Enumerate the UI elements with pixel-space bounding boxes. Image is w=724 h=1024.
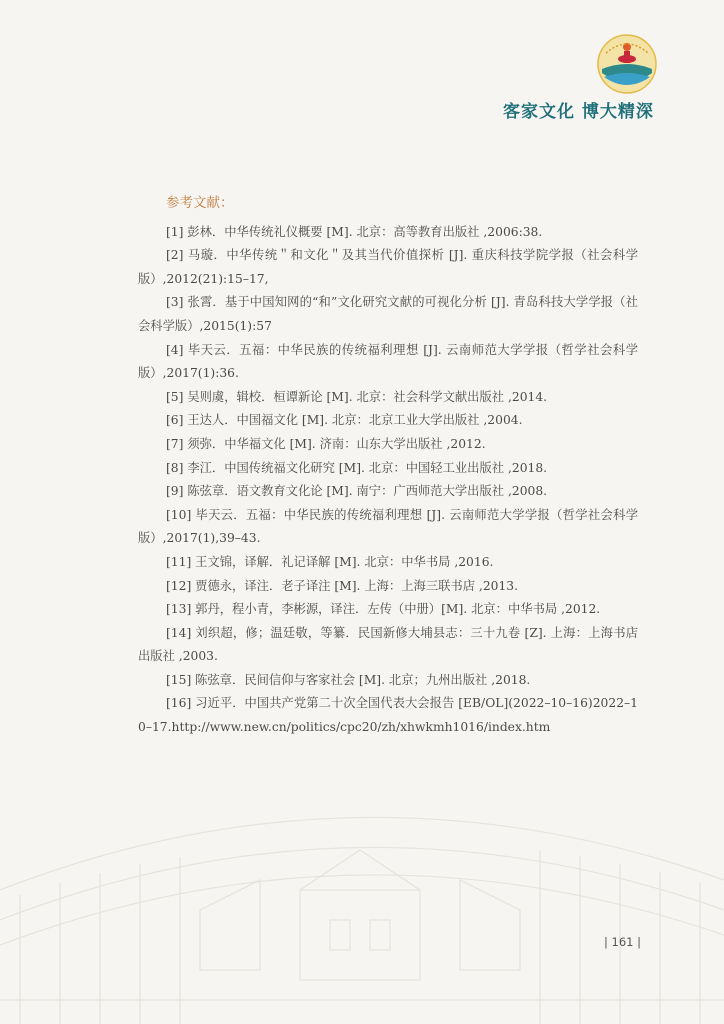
reference-item: [14] 刘织超，修；温廷敬，等纂．民国新修大埔县志：三十九卷 [Z]. 上海：上海书店出版社 ,2003. — [138, 625, 638, 664]
reference-item: [6] 王达人．中国福文化 [M]. 北京：北京工业大学出版社 ,2004. — [166, 413, 523, 428]
references-title: 参考文献： — [166, 195, 234, 211]
reference-item: [4] 毕天云．五福：中华民族的传统福利理想 [J]. 云南师范大学学报（哲学社会科学版）,2017(1):36. — [138, 342, 638, 381]
reference-item: [13] 郭丹，程小青，李彬源，译注．左传（中册）[M]. 北京：中华书局 ,2012. — [166, 602, 601, 617]
reference-item: [3] 张霄．基于中国知网的“和”文化研究文献的可视化分析 [J]. 青岛科技大学学报（社会科学版）,2015(1):57 — [138, 295, 638, 333]
reference-item: [10] 毕天云．五福：中华民族的传统福利理想 [J]. 云南师范大学学报（哲学社会科学版）,2017(1),39–43. — [138, 507, 638, 546]
reference-item: [8] 李江．中国传统福文化研究 [M]. 北京：中国轻工业出版社 ,2018. — [166, 460, 548, 475]
reference-item: [5] 吴则虞，辑校．桓谭新论 [M]. 北京：社会科学文献出版社 ,2014. — [166, 389, 548, 404]
reference-item: [2] 马璇．中华传统＂和文化＂及其当代价值探析 [J]. 重庆科技学院学报（社会科学版）,2012(21):15–17, — [138, 248, 638, 286]
reference-item: [16] 习近平．中国共产党第二十次全国代表大会报告 [EB/OL](2022–10–16)2022–10–17.http://www.new.cn/politics/cpc20/zh/xhwkmh1016/index.htm — [138, 696, 638, 735]
page-number: | 161 | — [603, 935, 641, 949]
reference-item: [12] 贾德永，译注．老子译注 [M]. 上海：上海三联书店 ,2013. — [166, 578, 519, 593]
reference-item: [15] 陈弦章．民间信仰与客家社会 [M]. 北京；九州出版社 ,2018. — [166, 672, 531, 687]
reference-item: [11] 王文锦，译解．礼记译解 [M]. 北京：中华书局 ,2016. — [166, 554, 494, 569]
reference-item: [9] 陈弦章．语文教育文化论 [M]. 南宁：广西师范大学出版社 ,2008. — [166, 484, 548, 499]
reference-item: [7] 须弥．中华福文化 [M]. 济南：山东大学出版社 ,2012. — [166, 436, 486, 451]
header-slogan: 客家文化 博大精深 — [503, 102, 654, 122]
reference-item: [1] 彭林．中华传统礼仪概要 [M]. 北京：高等教育出版社 ,2006:38. — [166, 224, 543, 239]
background-tulou-illustration — [0, 770, 724, 1024]
references-section — [138, 192, 638, 740]
hakka-culture-emblem-icon — [596, 33, 658, 95]
